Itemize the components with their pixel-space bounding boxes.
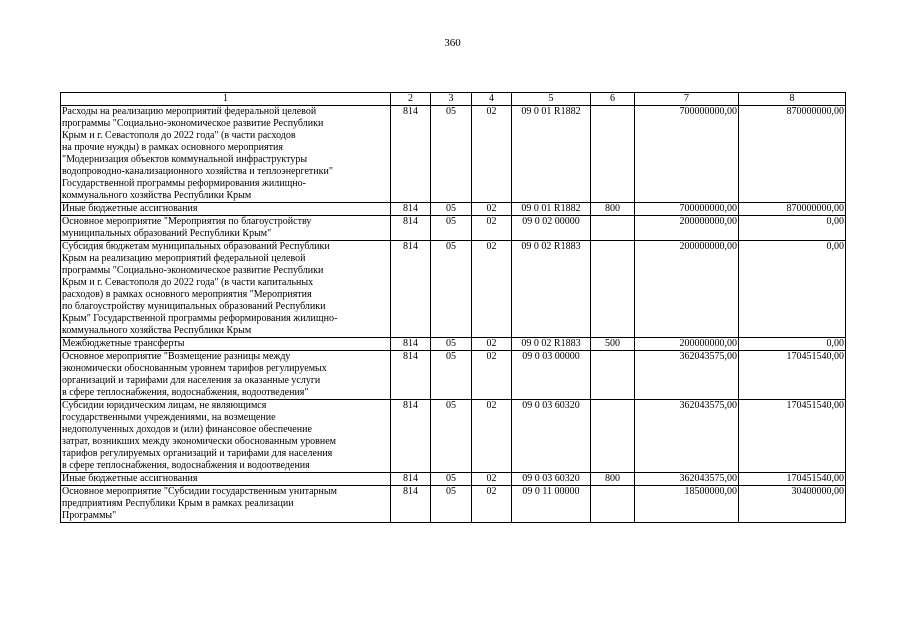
amount-col8: 870000000,00 xyxy=(739,106,846,203)
target-article-code: 09 0 01 R1882 xyxy=(512,106,591,203)
expense-type-code xyxy=(591,486,635,523)
expense-type-code xyxy=(591,241,635,338)
subsection-code: 02 xyxy=(472,203,512,216)
table-row xyxy=(61,400,846,473)
table-row xyxy=(61,106,846,203)
table-row xyxy=(61,216,846,241)
subsection-code: 02 xyxy=(472,106,512,203)
target-article-code: 09 0 03 60320 xyxy=(512,400,591,473)
section-code: 05 xyxy=(431,473,472,486)
amount-col8: 0,00 xyxy=(739,338,846,351)
row-name: Иные бюджетные ассигнования xyxy=(61,473,391,486)
amount-col8: 0,00 xyxy=(739,241,846,338)
header-row xyxy=(61,93,846,106)
subsection-code: 02 xyxy=(472,338,512,351)
expense-type-code xyxy=(591,216,635,241)
col-header-8: 8 xyxy=(739,93,846,106)
row-name: Иные бюджетные ассигнования xyxy=(61,203,391,216)
amount-col7: 200000000,00 xyxy=(635,241,739,338)
subsection-code: 02 xyxy=(472,216,512,241)
amount-col8: 170451540,00 xyxy=(739,400,846,473)
target-article-code: 09 0 03 60320 xyxy=(512,473,591,486)
target-article-code: 09 0 02 R1883 xyxy=(512,241,591,338)
section-code: 05 xyxy=(431,351,472,400)
amount-col7: 200000000,00 xyxy=(635,216,739,241)
amount-col8: 170451540,00 xyxy=(739,473,846,486)
subsection-code: 02 xyxy=(472,400,512,473)
expense-type-code xyxy=(591,351,635,400)
amount-col7: 362043575,00 xyxy=(635,473,739,486)
amount-col7: 362043575,00 xyxy=(635,400,739,473)
col-header-4: 4 xyxy=(472,93,512,106)
amount-col7: 700000000,00 xyxy=(635,203,739,216)
expense-type-code: 800 xyxy=(591,203,635,216)
row-name: Основное мероприятие "Возмещение разницы между экономически обоснованным уровнем тарифов регулируемых организаций и тарифами для населения за оказанные услуги в сфере теплоснабжения, водоснабжения, водоотведения" xyxy=(61,351,391,400)
section-code: 05 xyxy=(431,338,472,351)
ministry-code: 814 xyxy=(391,203,431,216)
section-code: 05 xyxy=(431,486,472,523)
ministry-code: 814 xyxy=(391,338,431,351)
amount-col8: 30400000,00 xyxy=(739,486,846,523)
amount-col7: 362043575,00 xyxy=(635,351,739,400)
col-header-3: 3 xyxy=(431,93,472,106)
ministry-code: 814 xyxy=(391,351,431,400)
section-code: 05 xyxy=(431,400,472,473)
expense-type-code: 500 xyxy=(591,338,635,351)
amount-col7: 700000000,00 xyxy=(635,106,739,203)
section-code: 05 xyxy=(431,106,472,203)
row-name: Расходы на реализацию мероприятий федеральной целевой программы "Социально-экономическое развитие Республики Крым и г. Севастополя до 2022 года" (в части расходов на прочие нужды) в рамках основного мероприятия "Модернизация объектов коммунальной инфраструктуры водопроводно-канализационного хозяйства и теплоэнергетики" Государственной программы реформирования жилищно- коммунального хозяйства Республики Крым xyxy=(61,106,391,203)
expense-type-code xyxy=(591,400,635,473)
table-row xyxy=(61,351,846,400)
amount-col8: 870000000,00 xyxy=(739,203,846,216)
col-header-6: 6 xyxy=(591,93,635,106)
amount-col7: 18500000,00 xyxy=(635,486,739,523)
row-name: Основное мероприятие "Мероприятия по благоустройству муниципальных образований Республики Крым" xyxy=(61,216,391,241)
col-header-5: 5 xyxy=(512,93,591,106)
row-name: Субсидия бюджетам муниципальных образований Республики Крым на реализацию мероприятий федеральной целевой программы "Социально-экономическое развитие Республики Крым и г. Севастополя до 2022 года" (в части капитальных расходов) в рамках основного мероприятия "Мероприятия по благоустройству муниципальных образований Республики Крым" Государственной программы реформирования жилищно- коммунального хозяйства Республики Крым xyxy=(61,241,391,338)
target-article-code: 09 0 02 R1883 xyxy=(512,338,591,351)
section-code: 05 xyxy=(431,216,472,241)
amount-col8: 0,00 xyxy=(739,216,846,241)
table-row xyxy=(61,486,846,523)
row-name: Субсидии юридическим лицам, не являющимся государственными учреждениями, на возмещение недополученных доходов и (или) финансовое обеспечение затрат, возникших между экономически обоснованным уровнем тарифов регулируемых организаций и тарифами для населения в сфере теплоснабжения, водоснабжения и водоотведения xyxy=(61,400,391,473)
section-code: 05 xyxy=(431,203,472,216)
table-row xyxy=(61,241,846,338)
target-article-code: 09 0 02 00000 xyxy=(512,216,591,241)
ministry-code: 814 xyxy=(391,106,431,203)
row-name: Межбюджетные трансферты xyxy=(61,338,391,351)
target-article-code: 09 0 11 00000 xyxy=(512,486,591,523)
expense-type-code xyxy=(591,106,635,203)
target-article-code: 09 0 01 R1882 xyxy=(512,203,591,216)
row-name: Основное мероприятие "Субсидии государственным унитарным предприятиям Республики Крым в рамках реализации Программы" xyxy=(61,486,391,523)
budget-table xyxy=(60,92,846,523)
target-article-code: 09 0 03 00000 xyxy=(512,351,591,400)
ministry-code: 814 xyxy=(391,400,431,473)
subsection-code: 02 xyxy=(472,486,512,523)
subsection-code: 02 xyxy=(472,473,512,486)
page-number: 360 xyxy=(444,37,461,49)
amount-col7: 200000000,00 xyxy=(635,338,739,351)
table-row xyxy=(61,203,846,216)
table-row xyxy=(61,473,846,486)
ministry-code: 814 xyxy=(391,486,431,523)
expense-type-code: 800 xyxy=(591,473,635,486)
col-header-7: 7 xyxy=(635,93,739,106)
table-row xyxy=(61,338,846,351)
col-header-2: 2 xyxy=(391,93,431,106)
section-code: 05 xyxy=(431,241,472,338)
col-header-1: 1 xyxy=(61,93,391,106)
ministry-code: 814 xyxy=(391,241,431,338)
amount-col8: 170451540,00 xyxy=(739,351,846,400)
ministry-code: 814 xyxy=(391,473,431,486)
subsection-code: 02 xyxy=(472,351,512,400)
subsection-code: 02 xyxy=(472,241,512,338)
ministry-code: 814 xyxy=(391,216,431,241)
